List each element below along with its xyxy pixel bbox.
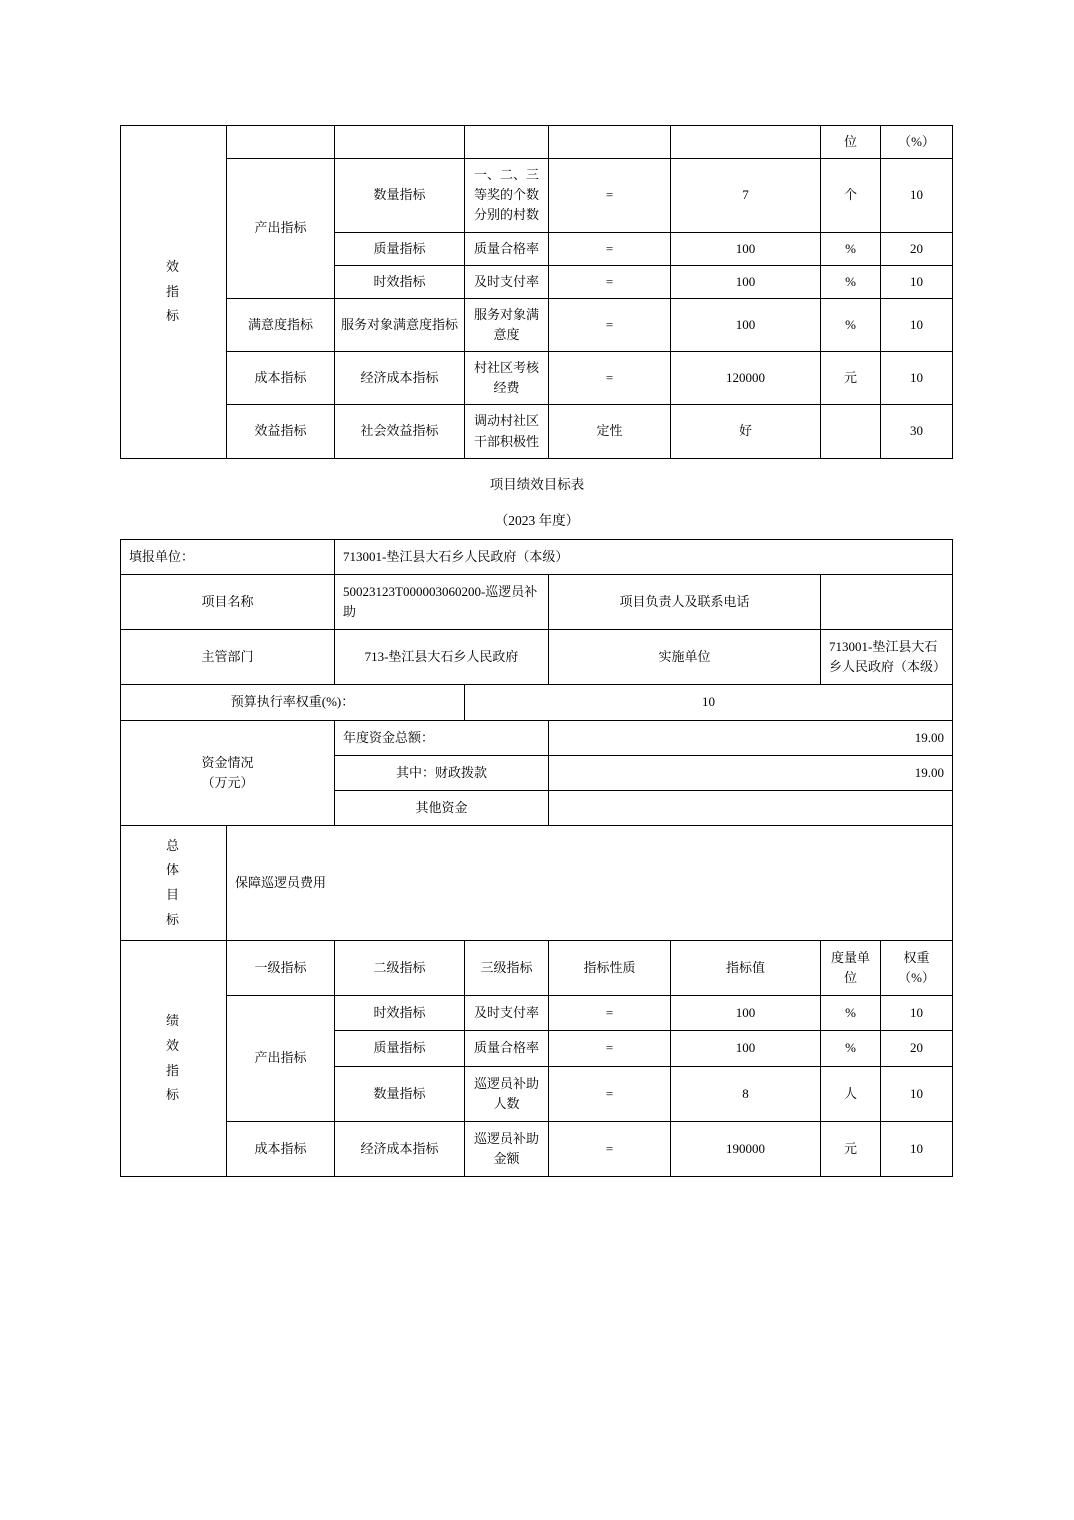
cell-level2: 服务对象满意度指标 [335, 298, 465, 351]
cell-nature: 定性 [549, 405, 671, 458]
funds-total-label: 年度资金总额： [335, 720, 549, 755]
perf-label-char-3: 指 [165, 1062, 181, 1078]
cell-value: 100 [671, 265, 821, 298]
cell-level2: 数量指标 [335, 159, 465, 232]
header-value: 指标值 [671, 940, 821, 995]
cell-level2: 经济成本指标 [335, 1121, 465, 1176]
cell-unit: 元 [821, 1121, 881, 1176]
cell-level1: 成本指标 [227, 352, 335, 405]
cell-level1: 满意度指标 [227, 298, 335, 351]
table-row [121, 298, 953, 351]
table-row [121, 159, 953, 232]
cell-nature: = [549, 1066, 671, 1121]
perf-indicator-label [121, 940, 227, 1176]
cell-level2: 质量指标 [335, 232, 465, 265]
cell-unit: 人 [821, 1066, 881, 1121]
cell-level3: 及时支付率 [465, 996, 549, 1031]
cell-level2: 时效指标 [335, 996, 465, 1031]
table-row [121, 996, 953, 1031]
cell-level1: 产出指标 [227, 996, 335, 1122]
performance-indicator-table-continued [120, 125, 953, 459]
cell-level3: 巡逻员补助金额 [465, 1121, 549, 1176]
table-row [121, 539, 953, 574]
cell-weight: 10 [881, 265, 953, 298]
table-row [121, 1121, 953, 1176]
cell-level3: 调动村社区干部积极性 [465, 405, 549, 458]
row-header-char-2: 指 [165, 283, 181, 299]
cell-nature: = [549, 265, 671, 298]
perf-label-char-2: 效 [165, 1037, 181, 1053]
table-row [121, 720, 953, 755]
header-nature: 指标性质 [549, 940, 671, 995]
empty-cell-nature [549, 126, 671, 159]
table-row [121, 352, 953, 405]
cell-unit [821, 405, 881, 458]
project-name-label: 项目名称 [121, 574, 335, 629]
cell-value: 190000 [671, 1121, 821, 1176]
cell-level2: 数量指标 [335, 1066, 465, 1121]
cell-unit: % [821, 265, 881, 298]
cell-value: 120000 [671, 352, 821, 405]
impl-unit-label: 实施单位 [549, 630, 821, 685]
funds-total-value: 19.00 [549, 720, 953, 755]
project-owner-label: 项目负责人及联系电话 [549, 574, 821, 629]
cell-level3: 巡逻员补助人数 [465, 1066, 549, 1121]
overall-goal-char-3: 目 [165, 886, 181, 902]
cell-nature: = [549, 1121, 671, 1176]
empty-cell-level3 [465, 126, 549, 159]
cell-level3: 及时支付率 [465, 265, 549, 298]
cell-unit: % [821, 996, 881, 1031]
perf-label-char-4: 标 [165, 1087, 181, 1103]
header-weight: 权重（%） [881, 940, 953, 995]
header-level2: 二级指标 [335, 940, 465, 995]
row-header-perf-indicator [121, 126, 227, 459]
header-level3: 三级指标 [465, 940, 549, 995]
project-owner-value [821, 574, 953, 629]
row-header-char-1: 效 [165, 258, 181, 274]
cell-value: 100 [671, 298, 821, 351]
dept-label: 主管部门 [121, 630, 335, 685]
overall-goal-value: 保障巡逻员费用 [227, 825, 953, 940]
cell-nature: = [549, 352, 671, 405]
empty-cell-level1 [227, 126, 335, 159]
table-row [121, 825, 953, 940]
table-row [121, 405, 953, 458]
cell-level3: 村社区考核经费 [465, 352, 549, 405]
cell-level3: 质量合格率 [465, 232, 549, 265]
table-row [121, 630, 953, 685]
cell-level1: 效益指标 [227, 405, 335, 458]
overall-goal-char-4: 标 [165, 911, 181, 927]
perf-label-char-1: 绩 [165, 1013, 181, 1029]
cell-level3: 一、二、三等奖的个数分别的村数 [465, 159, 549, 232]
header-level1: 一级指标 [227, 940, 335, 995]
funds-appropriation-label: 其中：财政拨款 [335, 755, 549, 790]
cell-weight: 10 [881, 1121, 953, 1176]
cell-nature: = [549, 298, 671, 351]
cell-unit: 个 [821, 159, 881, 232]
document-title: 项目绩效目标表 [489, 476, 585, 492]
cell-nature: = [549, 996, 671, 1031]
cell-weight: 20 [881, 232, 953, 265]
cell-level3: 服务对象满意度 [465, 298, 549, 351]
header-unit: 度量单位 [821, 940, 881, 995]
header-unit-cont: 位 [821, 126, 881, 159]
cell-value: 7 [671, 159, 821, 232]
cell-nature: = [549, 232, 671, 265]
overall-goal-char-2: 体 [165, 862, 181, 878]
header-weight-cont: （%） [881, 126, 953, 159]
funds-appropriation-value: 19.00 [549, 755, 953, 790]
table-row [121, 685, 953, 720]
document-year: （2023 年度） [494, 512, 580, 528]
project-performance-target-table [120, 539, 953, 1177]
cell-value: 100 [671, 232, 821, 265]
cell-value: 100 [671, 1031, 821, 1066]
filler-unit-value: 713001-垫江县大石乡人民政府（本级） [335, 539, 953, 574]
cell-level3: 质量合格率 [465, 1031, 549, 1066]
overall-goal-label [121, 825, 227, 940]
overall-goal-char-1: 总 [165, 837, 181, 853]
cell-weight: 10 [881, 1066, 953, 1121]
funds-label [121, 720, 335, 825]
cell-level2: 经济成本指标 [335, 352, 465, 405]
dept-value: 713-垫江县大石乡人民政府 [335, 630, 549, 685]
funds-label-line1: 资金情况 [201, 754, 254, 770]
project-name-value: 50023123T000003060200-巡逻员补助 [335, 574, 549, 629]
cell-unit: 元 [821, 352, 881, 405]
cell-level1: 成本指标 [227, 1121, 335, 1176]
cell-value: 8 [671, 1066, 821, 1121]
cell-nature: = [549, 1031, 671, 1066]
cell-level1: 产出指标 [227, 159, 335, 299]
empty-cell-level2 [335, 126, 465, 159]
cell-unit: % [821, 298, 881, 351]
empty-cell-value [671, 126, 821, 159]
budget-rate-label: 预算执行率权重(%)： [121, 685, 465, 720]
cell-weight: 10 [881, 352, 953, 405]
funds-label-line2: （万元） [201, 774, 254, 790]
funds-other-label: 其他资金 [335, 790, 549, 825]
cell-weight: 10 [881, 298, 953, 351]
cell-nature: = [549, 159, 671, 232]
row-header-char-3: 标 [165, 308, 181, 324]
cell-unit: % [821, 1031, 881, 1066]
cell-unit: % [821, 232, 881, 265]
cell-level2: 社会效益指标 [335, 405, 465, 458]
budget-rate-value: 10 [465, 685, 953, 720]
funds-other-value [549, 790, 953, 825]
table-row [121, 126, 953, 159]
impl-unit-value: 713001-垫江县大石乡人民政府（本级） [821, 630, 953, 685]
cell-level2: 质量指标 [335, 1031, 465, 1066]
cell-weight: 30 [881, 405, 953, 458]
filler-unit-label: 填报单位： [121, 539, 335, 574]
cell-weight: 10 [881, 996, 953, 1031]
table-row [121, 574, 953, 629]
cell-weight: 10 [881, 159, 953, 232]
cell-weight: 20 [881, 1031, 953, 1066]
cell-level2: 时效指标 [335, 265, 465, 298]
cell-value: 好 [671, 405, 821, 458]
table-row [121, 940, 953, 995]
cell-value: 100 [671, 996, 821, 1031]
